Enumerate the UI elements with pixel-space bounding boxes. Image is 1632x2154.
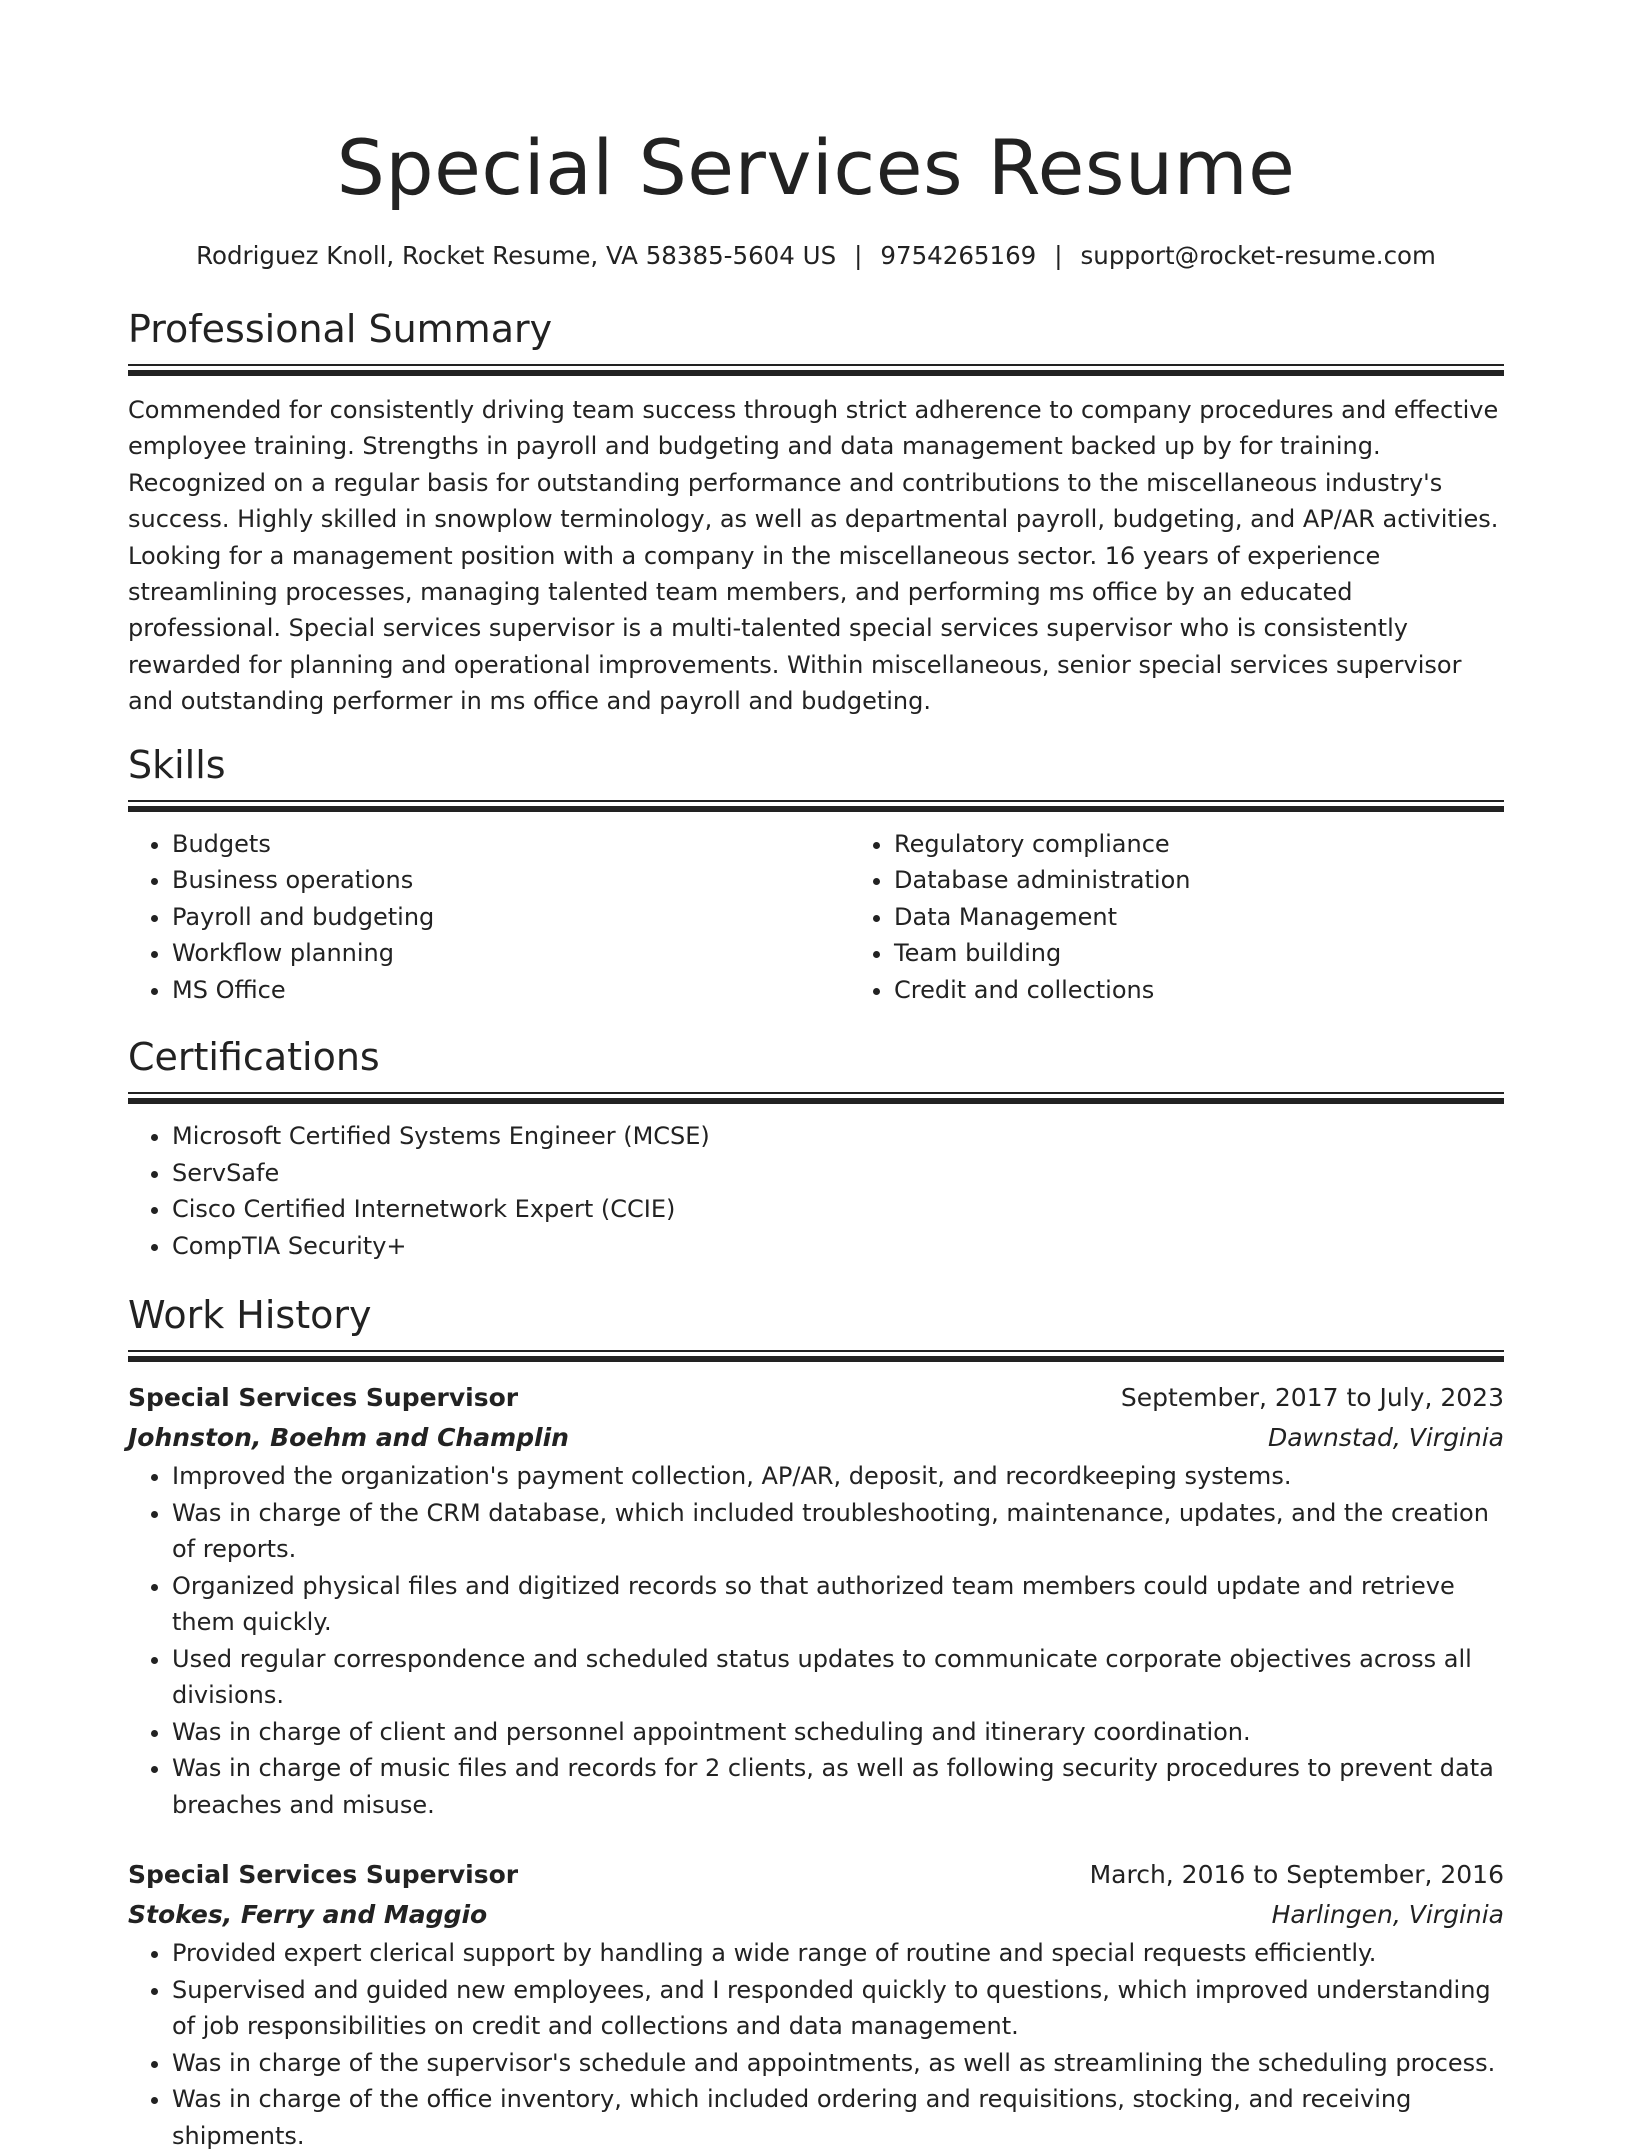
job-bullet: • Provided expert clerical support by handling a wide range of routine and special requests efficiently. (172, 1935, 1504, 1972)
job-entry (128, 1378, 1504, 1823)
resume-title: Special Services Resume (336, 123, 1296, 212)
work-history-section (128, 1290, 1504, 2154)
job-bullet: • Improved the organization's payment collection, AP/AR, deposit, and recordkeeping systems. (172, 1458, 1504, 1495)
contact-address: Rodriguez Knoll, Rocket Resume, VA 58385-5604 US (196, 241, 837, 270)
summary-section (128, 304, 1504, 720)
skill-item: • Budgets (172, 826, 850, 863)
work-history-heading: Work History (128, 1293, 372, 1338)
skill-item: • MS Office (172, 972, 850, 1009)
job-dates: September, 2017 to July, 2023 (1120, 1383, 1504, 1413)
resume-page (128, 0, 1504, 2154)
job-location: Harlingen, Virginia (1271, 1900, 1504, 1930)
certifications-section (128, 1032, 1504, 1264)
job-header-row (128, 1378, 1504, 1418)
job-bullet: • Organized physical files and digitized records so that authorized team members could update and retrieve them quickly. (172, 1568, 1504, 1641)
job-bullet: • Was in charge of client and personnel appointment scheduling and itinerary coordination. (172, 1714, 1504, 1751)
job-bullet-list (128, 1935, 1504, 2154)
section-divider (128, 1350, 1504, 1362)
contact-separator: | (854, 241, 863, 270)
contact-email: support@rocket-resume.com (1080, 241, 1436, 270)
job-bullet-list (128, 1458, 1504, 1823)
skill-item: • Credit and collections (894, 972, 1572, 1009)
certification-item: • Microsoft Certified Systems Engineer (MCSE) (172, 1118, 1504, 1155)
summary-heading: Professional Summary (128, 307, 553, 351)
job-bullet: • Supervised and guided new employees, and I responded quickly to questions, which improved understanding of job responsibilities on credit and collections and data management. (172, 1972, 1504, 2045)
job-bullet: • Was in charge of the CRM database, which included troubleshooting, maintenance, updates, and the creation of reports. (172, 1495, 1504, 1568)
certifications-list (128, 1118, 1504, 1264)
job-header-row (128, 1855, 1504, 1895)
skill-item: • Database administration (894, 862, 1572, 899)
certifications-heading: Certifications (128, 1035, 380, 1080)
job-title: Special Services Supervisor (128, 1383, 519, 1413)
skills-list-right (850, 826, 1572, 1009)
job-company: Johnston, Boehm and Champlin (128, 1423, 569, 1453)
contact-line (128, 238, 1504, 274)
skills-list-left (128, 826, 850, 1009)
skill-item: • Team building (894, 935, 1572, 972)
certification-item: • CompTIA Security+ (172, 1228, 1504, 1265)
job-location: Dawnstad, Virginia (1267, 1423, 1504, 1453)
skills-section (128, 740, 1504, 1009)
contact-phone: 9754265169 (880, 241, 1037, 270)
skills-columns (128, 826, 1504, 1009)
job-bullet: • Was in charge of the office inventory, which included ordering and requisitions, stocking, and receiving shipments. (172, 2081, 1504, 2154)
skill-item: • Regulatory compliance (894, 826, 1572, 863)
contact-separator: | (1054, 241, 1063, 270)
job-company-row (128, 1895, 1504, 1935)
section-divider (128, 1092, 1504, 1104)
skill-item: • Business operations (172, 862, 850, 899)
job-bullet: • Was in charge of music files and records for 2 clients, as well as following security procedures to prevent data breaches and misuse. (172, 1750, 1504, 1823)
job-bullet: • Used regular correspondence and scheduled status updates to communicate corporate objectives across all divisions. (172, 1641, 1504, 1714)
certification-item: • ServSafe (172, 1155, 1504, 1192)
job-entry (128, 1855, 1504, 2154)
job-bullet: • Was in charge of the supervisor's schedule and appointments, as well as streamlining the scheduling process. (172, 2045, 1504, 2082)
job-title: Special Services Supervisor (128, 1860, 519, 1890)
summary-text: Commended for consistently driving team success through strict adherence to company procedures and effective employee training. Strengths in payroll and budgeting and data management backed up by for training. Recognized on a regular basis for outstanding performance and contributions to the miscellaneous industry's success. Highly skilled in snowplow terminology, as well as departmental payroll, budgeting, and AP/AR activities. Looking for a management position with a company in the miscellaneous sector. 16 years of experience streamlining processes, managing talented team members, and performing ms office by an educated professional. Special services supervisor is a multi-talented special services supervisor who is consistently rewarded for planning and operational improvements. Within miscellaneous, senior special services supervisor and outstanding performer in ms office and payroll and budgeting. (128, 396, 1499, 716)
section-divider (128, 800, 1504, 812)
job-dates: March, 2016 to September, 2016 (1089, 1860, 1504, 1890)
skill-item: • Payroll and budgeting (172, 899, 850, 936)
job-company-row (128, 1418, 1504, 1458)
skill-item: • Workflow planning (172, 935, 850, 972)
certification-item: • Cisco Certified Internetwork Expert (CCIE) (172, 1191, 1504, 1228)
skill-item: • Data Management (894, 899, 1572, 936)
section-divider (128, 364, 1504, 376)
skills-heading: Skills (128, 742, 226, 787)
job-company: Stokes, Ferry and Maggio (128, 1900, 488, 1930)
